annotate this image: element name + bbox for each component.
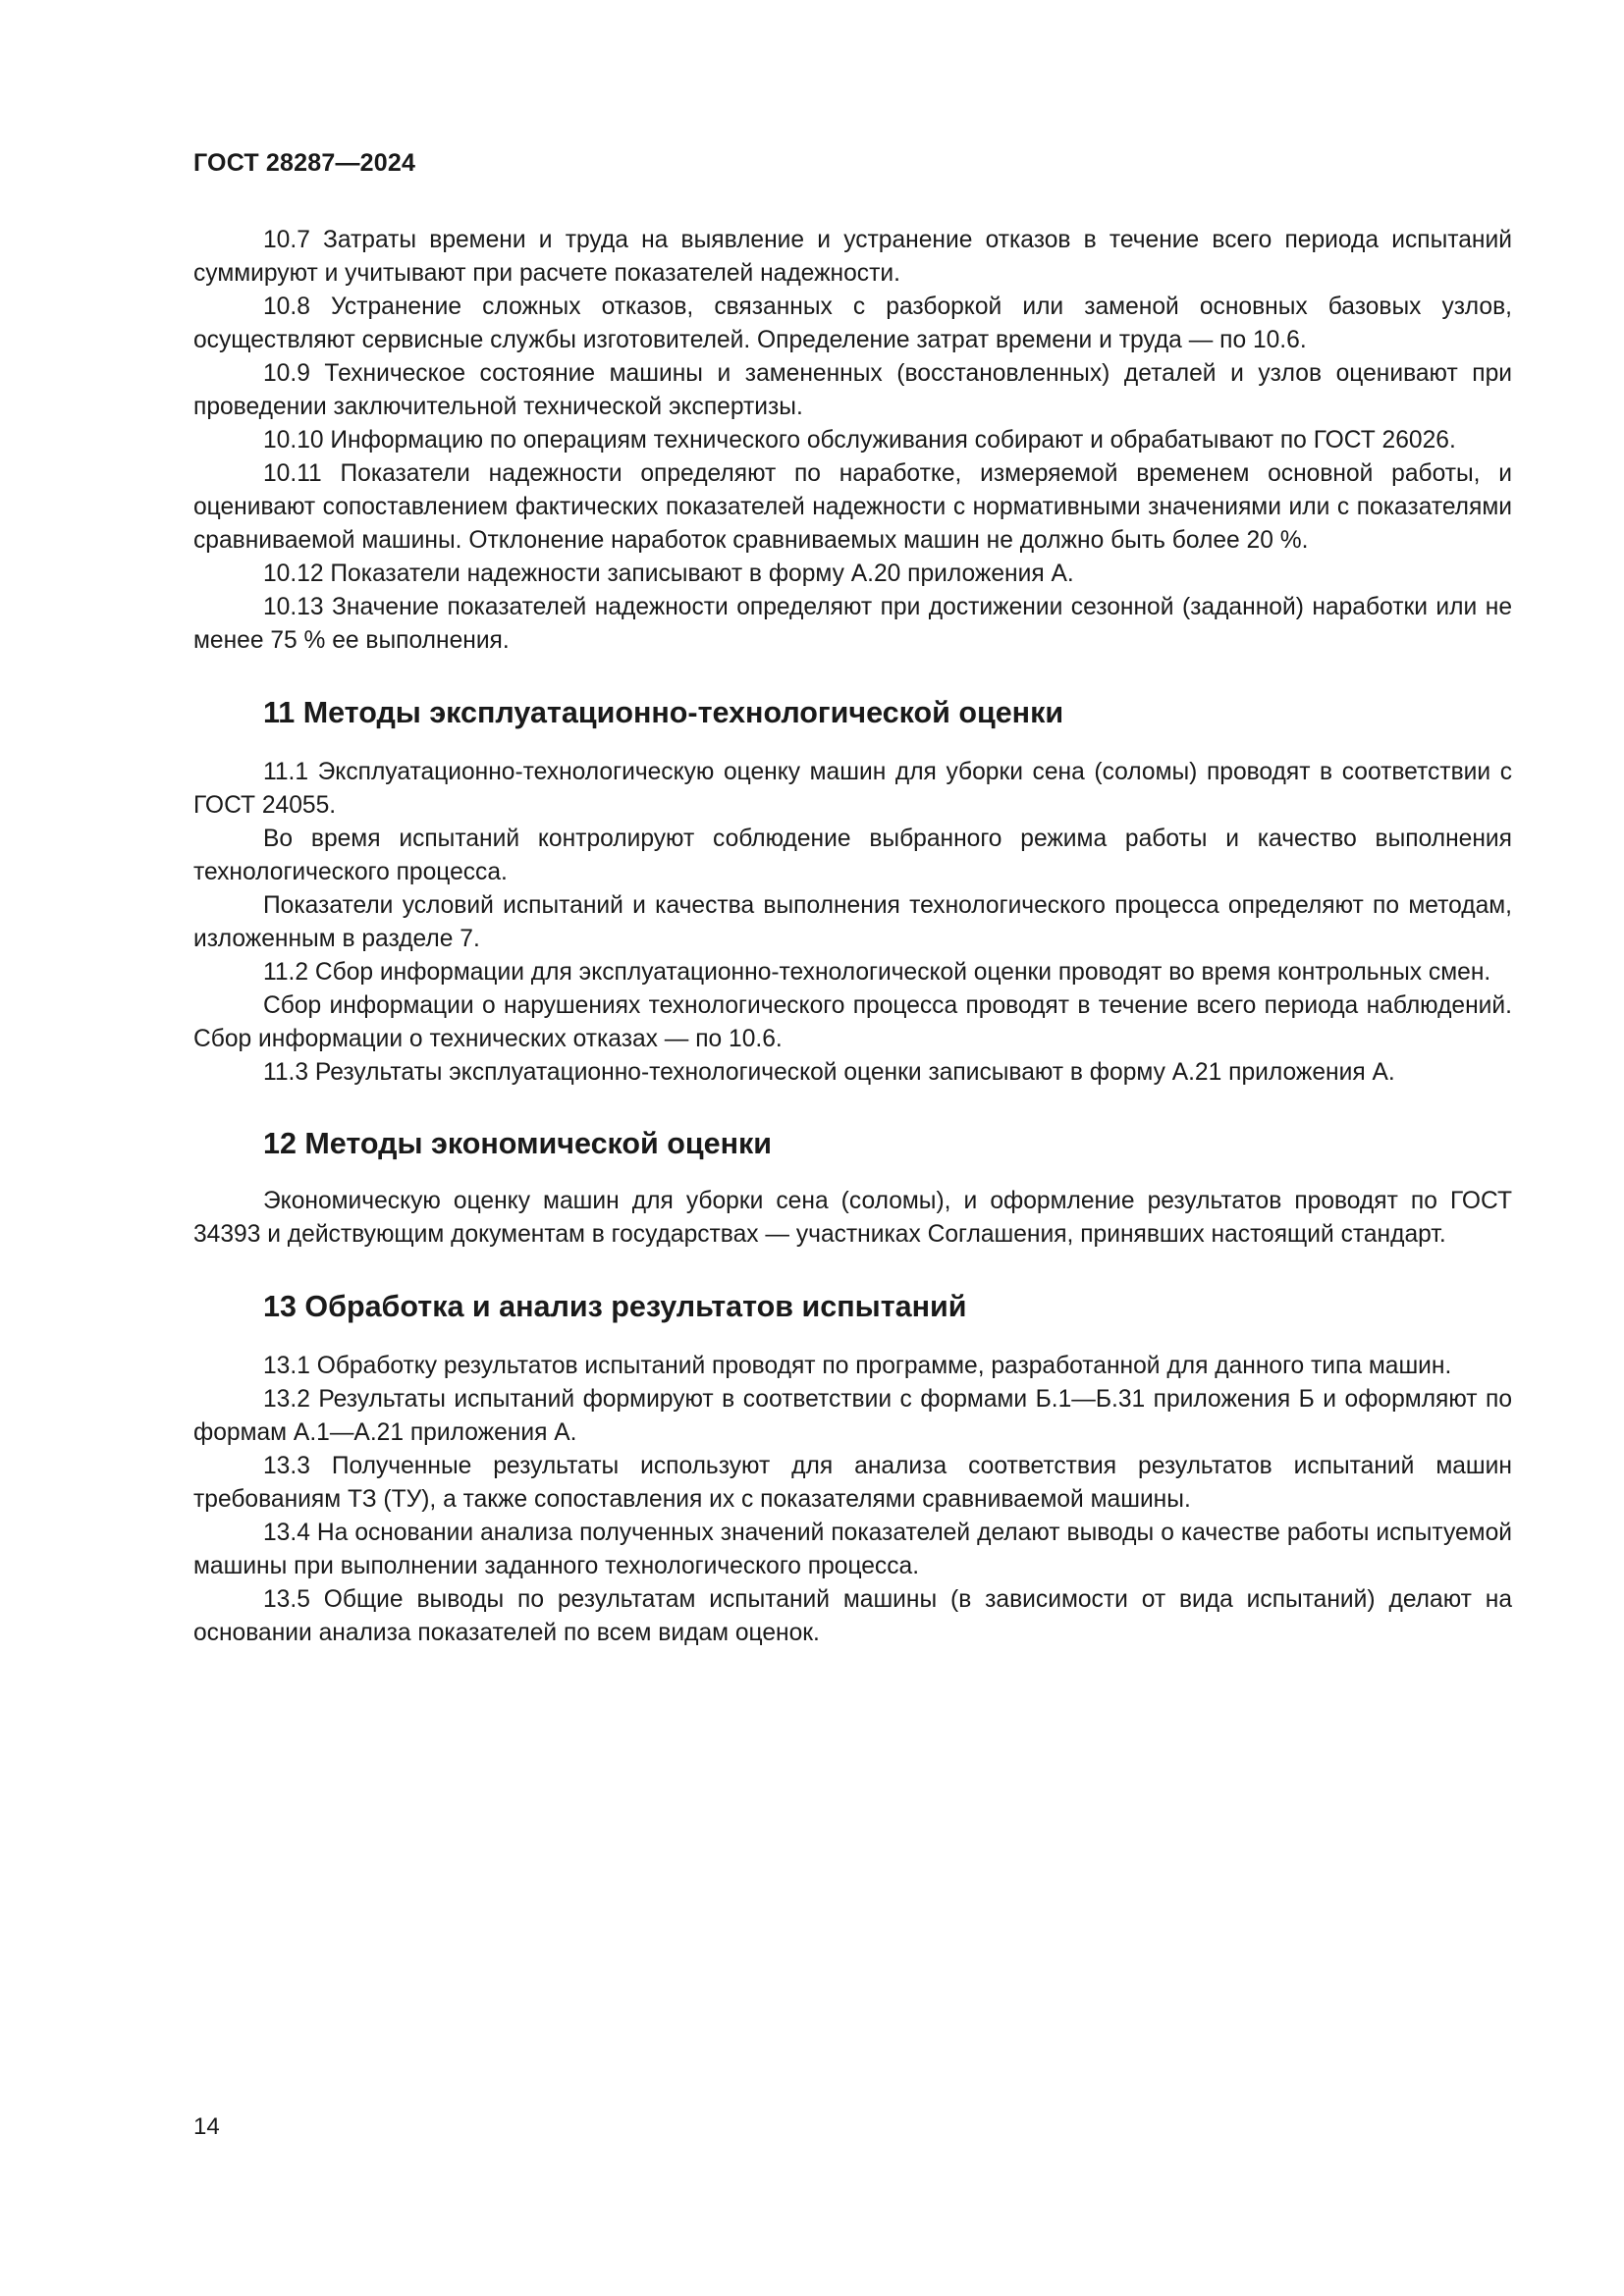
paragraph-11-1: 11.1 Эксплуатационно-технологическую оценку машин для уборки сена (соломы) проводят в соответствии с ГОСТ 24055.	[193, 759, 1512, 819]
paragraph-10-9: 10.9 Техническое состояние машины и замененных (восстановленных) деталей и узлов оценивают при проведении заключительной технической экспертизы.	[193, 360, 1512, 420]
document-header: ГОСТ 28287—2024	[193, 149, 416, 177]
paragraph-12: Экономическую оценку машин для уборки сена (соломы), и оформление результатов проводят по ГОСТ 34393 и действующим документам в государствах — участниках Соглашения, принявших настоящий стандарт.	[193, 1188, 1512, 1248]
paragraph-11-2-b: Сбор информации о нарушениях технологического процесса проводят в течение всего периода наблюдений. Сбор информации о технических отказах — по 10.6.	[193, 992, 1512, 1052]
paragraph-11-1-b: Во время испытаний контролируют соблюдение выбранного режима работы и качество выполнения технологического процесса.	[193, 826, 1512, 885]
paragraph-13-2: 13.2 Результаты испытаний формируют в соответствии с формами Б.1—Б.31 приложения Б и оформляют по формам А.1—А.21 приложения А.	[193, 1386, 1512, 1446]
paragraph-13-1: 13.1 Обработку результатов испытаний проводят по программе, разработанной для данного типа машин.	[263, 1353, 1452, 1379]
paragraph-10-10: 10.10 Информацию по операциям технического обслуживания собирают и обрабатывают по ГОСТ 26026.	[263, 427, 1456, 454]
section-13-heading: 13 Обработка и анализ результатов испытаний	[263, 1290, 967, 1323]
paragraph-13-5: 13.5 Общие выводы по результатам испытаний машины (в зависимости от вида испытаний) делают на основании анализа показателей по всем видам оценок.	[193, 1586, 1512, 1646]
paragraph-13-3: 13.3 Полученные результаты используют для анализа соответствия результатов испытаний машин требованиям ТЗ (ТУ), а также сопоставления их с показателями сравниваемой машины.	[193, 1453, 1512, 1513]
paragraph-11-2: 11.2 Сбор информации для эксплуатационно-технологической оценки проводят во время контрольных смен.	[263, 959, 1491, 986]
paragraph-10-7: 10.7 Затраты времени и труда на выявление и устранение отказов в течение всего периода испытаний суммируют и учитывают при расчете показателей надежности.	[193, 227, 1512, 287]
document-body	[193, 224, 1512, 1650]
section-12-heading: 12 Методы экономической оценки	[263, 1127, 773, 1160]
paragraph-10-8: 10.8 Устранение сложных отказов, связанных с разборкой или заменой основных базовых узлов, осуществляют сервисные службы изготовителей. Определение затрат времени и труда — по 10.6.	[193, 294, 1512, 353]
paragraph-10-11: 10.11 Показатели надежности определяют по наработке, измеряемой временем основной работы, и оценивают сопоставлением фактических показателей надежности с нормативными значениями или с показателями сравниваемой машины. Отклонение наработок сравниваемых машин не должно быть более 20 %.	[193, 460, 1512, 554]
paragraph-13-4: 13.4 На основании анализа полученных значений показателей делают выводы о качестве работы испытуемой машины при выполнении заданного технологического процесса.	[193, 1520, 1512, 1579]
paragraph-11-1-c: Показатели условий испытаний и качества выполнения технологического процесса определяют по методам, изложенным в разделе 7.	[193, 892, 1512, 952]
section-11-heading: 11 Методы эксплуатационно-технологической оценки	[263, 696, 1064, 729]
paragraph-10-13: 10.13 Значение показателей надежности определяют при достижении сезонной (заданной) наработки или не менее 75 % ее выполнения.	[193, 594, 1512, 654]
paragraph-10-12: 10.12 Показатели надежности записывают в форму А.20 приложения А.	[263, 561, 1074, 587]
page-number: 14	[193, 2113, 220, 2140]
paragraph-11-3: 11.3 Результаты эксплуатационно-технологической оценки записывают в форму А.21 приложения А.	[263, 1059, 1395, 1086]
